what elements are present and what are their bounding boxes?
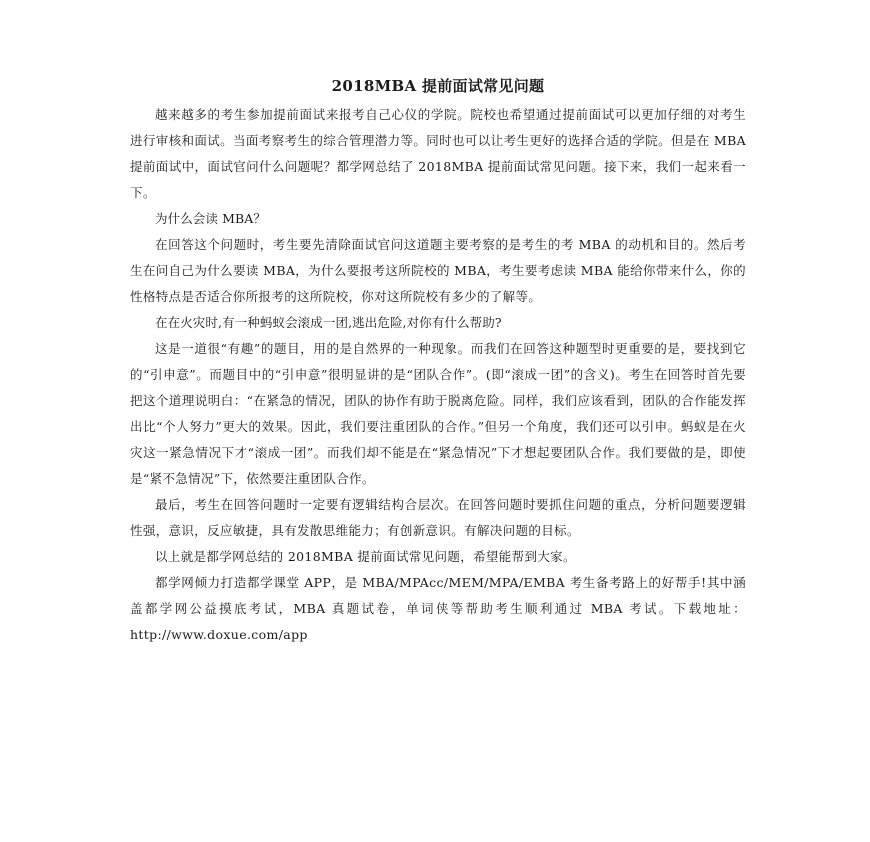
promo-paragraph: 都学网倾力打造都学课堂 APP，是 MBA/MPAcc/MEM/MPA/EMBA 考生备考路上的好帮手!其中涵盖都学网公益摸底考试，MBA 真题试卷，单词侠等帮助考生顺利通过 MBA 考试。下载地址：http://www.doxue.com/app — [130, 575, 746, 642]
question-heading-2: 在在火灾时,有一种蚂蚁会滚成一团,逃出危险,对你有什么帮助? — [155, 315, 502, 330]
summary-paragraph: 以上就是都学网总结的 2018MBA 提前面试常见问题，希望能帮到大家。 — [155, 549, 576, 564]
conclusion-paragraph: 最后，考生在回答问题时一定要有逻辑结构合层次。在回答问题时要抓住问题的重点，分析问题要逻辑性强，意识，反应敏捷，具有发散思维能力；有创新意识。有解决问题的目标。 — [130, 497, 746, 538]
document-title: 2018MBA 提前面试常见问题 — [331, 77, 545, 95]
document-page — [130, 74, 746, 648]
answer-paragraph-1: 在回答这个问题时，考生要先清除面试官问这道题主要考察的是考生的考 MBA 的动机和目的。然后考生在问自己为什么要读 MBA，为什么要报考这所院校的 MBA，考生要考虑读 MBA 能给你带来什么，你的性格特点是否适合你所报考的这所院校，你对这所院校有多少的了解等。 — [130, 237, 746, 304]
intro-paragraph: 越来越多的考生参加提前面试来报考自己心仪的学院。院校也希望通过提前面试可以更加仔细的对考生进行审核和面试。当面考察考生的综合管理潜力等。同时也可以让考生更好的选择合适的学院。但是在 MBA 提前面试中，面试官问什么问题呢？都学网总结了 2018MBA 提前面试常见问题。接下来，我们一起来看一下。 — [130, 107, 746, 200]
answer-paragraph-2: 这是一道很“有趣”的题目，用的是自然界的一种现象。而我们在回答这种题型时更重要的是，要找到它的“引申意”。而题目中的“引申意”很明显讲的是“团队合作”。(即“滚成一团”的含义)。考生在回答时首先要把这个道理说明白：“在紧急的情况，团队的协作有助于脱离危险。同样，我们应该看到，团队的合作能发挥出比“个人努力”更大的效果。因此，我们要注重团队的合作。”但另一个角度，我们还可以引申。蚂蚁是在火灾这一紧急情况下才“滚成一团”。而我们却不能是在“紧急情况”下才想起要团队合作。我们要做的是，即使是“紧不急情况”下，依然要注重团队合作。 — [130, 341, 746, 486]
question-heading-1: 为什么会读 MBA？ — [155, 211, 266, 226]
